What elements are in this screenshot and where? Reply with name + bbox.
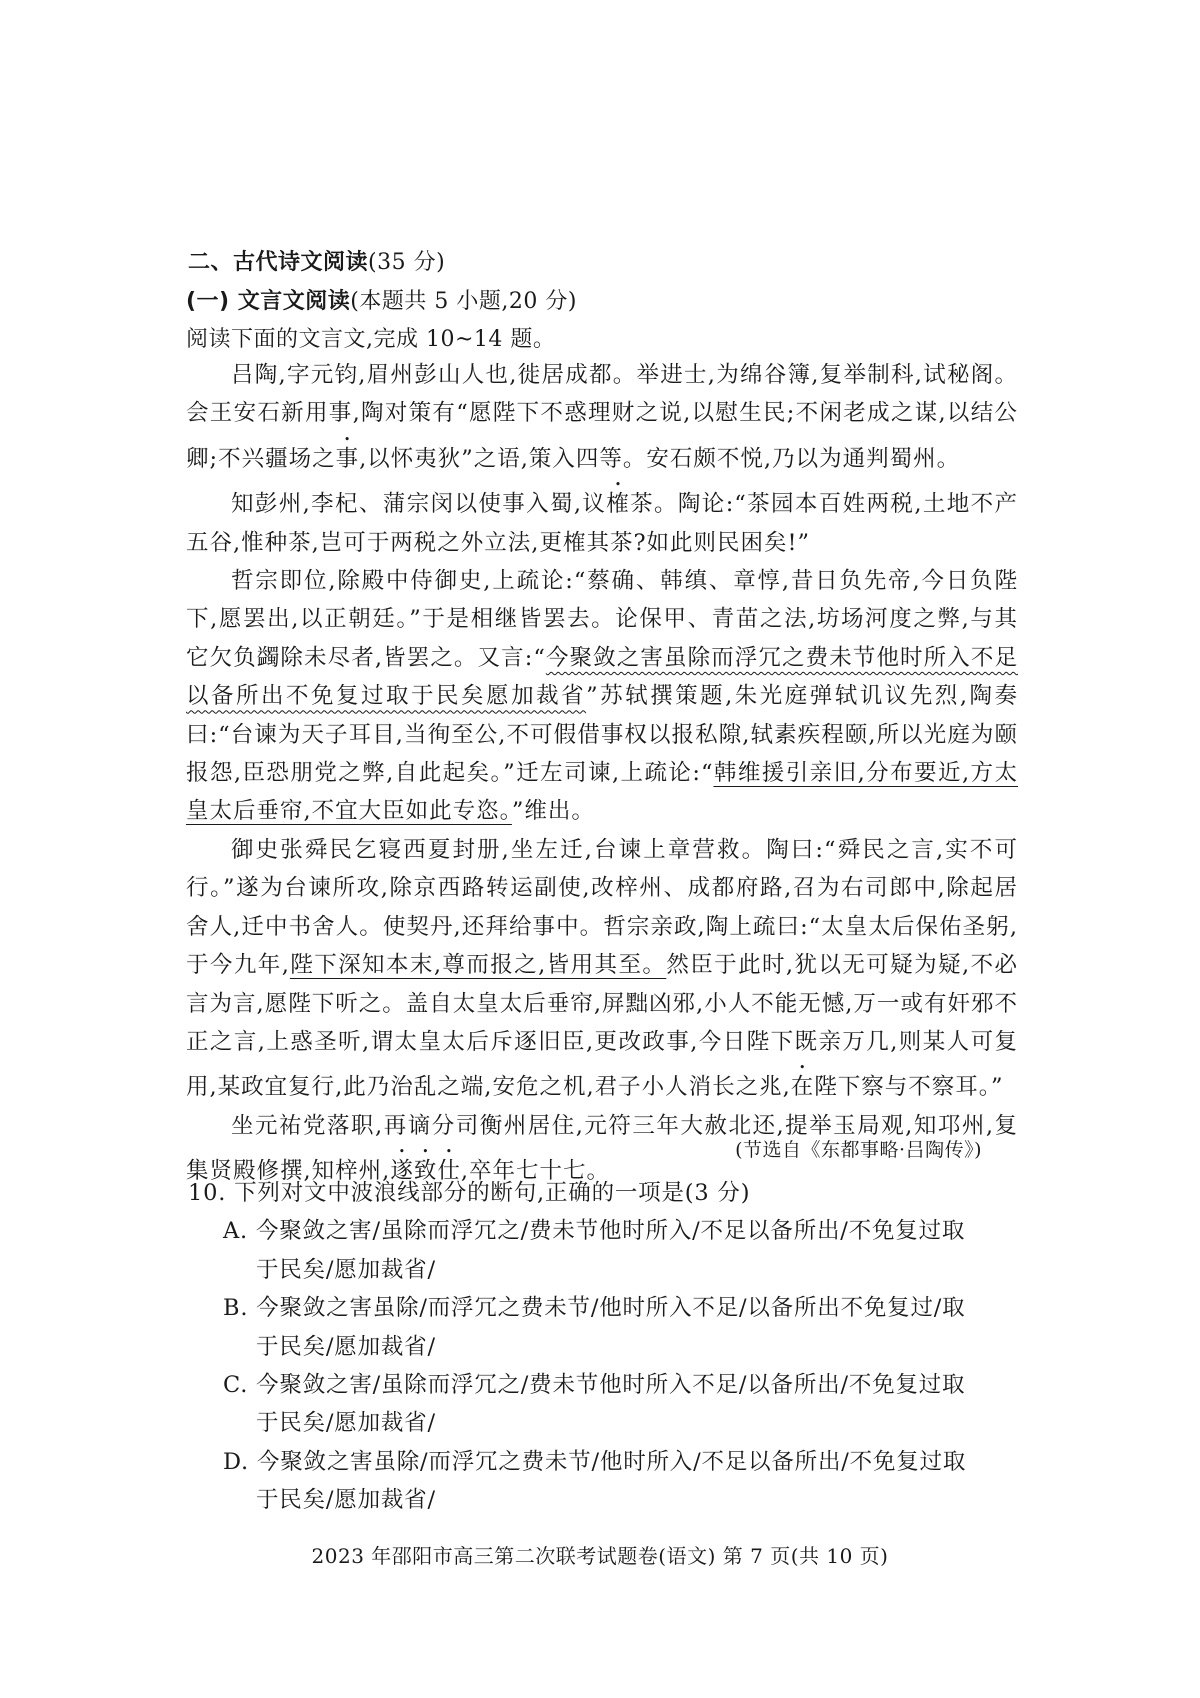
section-score: (35 分): [368, 250, 446, 275]
option-text: C. 今聚敛之害/虽除而浮冗之/费未节他时所入不足/以备所出/不免复过取: [223, 1372, 966, 1399]
underlined-sentence: 韩维援引亲旧,分布要近,方太皇太后垂帘,不宜大臣如此专恣。: [186, 760, 1018, 825]
passage-text: 坐元祐党落职,再谪分司衡州居住,元符三年大赦北还,提举玉局观,知邛州,复集贤殿修撰,知梓州,: [186, 1112, 1018, 1185]
passage-text: ,以怀夷狄”之语,策入四等。安石颇不悦,乃以为通判蜀州。: [359, 445, 961, 472]
passage-text: 然臣于此时,犹以无可疑为疑,不必言为言,愿陛下听之。盖自太皇太后垂帘,屏黜凶邪,小人不能无憾,万一或有奸邪不正之言,上惑圣听,谓太皇太后斥逐旧臣,更改政事,今日陛下既亲万几,则某人可复用,某政宜复行,此乃治乱之端,安危之机,君子小人消长之兆,: [186, 952, 1018, 1101]
wavy-underlined-sentence: 今聚敛之害虽除而浮冗之费未节他时所入不足以备所出不免复过取于民矣愿加裁省: [186, 644, 1018, 710]
passage-text: 知彭州,李杞、蒲宗闵以使事入蜀,议: [231, 491, 607, 518]
passage-text: 陛下察与不察耳。”: [814, 1074, 1004, 1101]
passage-text: ”苏轼撰策题,朱光庭弹轼讥议先烈,陶奏曰:“台谏为天子耳目,当徇至公,不可假借事权以报私隙,轼素疾程颐,所以光庭为颐报怨,臣恐朋党之弊,自此起矣。”迁左司谏,上疏论:“: [186, 683, 1018, 787]
passage-paragraph-4: [186, 831, 1018, 1107]
passage-paragraph-3: [186, 562, 1018, 831]
option-d[interactable]: [188, 1443, 1028, 1520]
dotted-word: 在: [790, 1074, 815, 1101]
passage-text: 吕陶,字元钧,眉州彭山人也,徙居成都。举进士,为绵谷簿,复举制科,试秘阁。会王安石新用事,陶对策有“愿陛下不惑理财之说,以慰生民;不闲老成之谋,以结公卿;不兴疆场之: [186, 362, 1018, 472]
classical-passage: [186, 356, 1018, 1191]
option-text: A. 今聚敛之害/虽除而浮冗之/费未节他时所入/不足以备所出/不免复过取: [223, 1218, 966, 1245]
subsection-title: [186, 284, 577, 315]
reading-instruction: 阅读下面的文言文,完成 10~14 题。: [186, 327, 556, 352]
option-text-cont: 于民矣/愿加裁省/: [256, 1256, 436, 1283]
passage-text: 哲宗即位,除殿中侍御史,上疏论:“蔡确、韩缜、章惇,昔日负先帝,今日负陛下,愿罢出,以正朝廷。”于是相继皆罢去。论保甲、青苗之法,坊场河度之弊,与其它欠负蠲除未尽者,皆罢之。又言:“: [186, 568, 1018, 671]
passage-text: ,卒年七十七。: [460, 1158, 610, 1185]
dotted-word: 遂致仕: [390, 1158, 461, 1185]
page-footer: 2023 年邵阳市高三第二次联考试题卷(语文) 第 7 页(共 10 页): [311, 1544, 889, 1568]
passage-paragraph-1: [186, 356, 1018, 478]
question-10: [188, 1174, 1028, 1520]
subsection-title-text: (一) 文言文阅读: [186, 289, 351, 314]
section-title-text: 二、古代诗文阅读: [188, 250, 369, 275]
option-b[interactable]: [188, 1289, 1028, 1366]
option-text-cont: 于民矣/愿加裁省/: [256, 1410, 436, 1437]
section-title: [188, 245, 445, 276]
dotted-word: 榷: [606, 491, 631, 518]
option-text: D. 今聚敛之害虽除/而浮冗之费未节/他时所入/不足以备所出/不免复过取: [223, 1448, 967, 1475]
passage-source: (节选自《东都事略·吕陶传》): [735, 1139, 982, 1161]
option-text: B. 今聚敛之害虽除/而浮冗之费未节/他时所入不足/以备所出不免复过/取: [223, 1295, 966, 1322]
question-stem: 10. 下列对文中波浪线部分的断句,正确的一项是(3 分): [188, 1180, 751, 1206]
option-text-cont: 于民矣/愿加裁省/: [256, 1487, 436, 1514]
subsection-note: (本题共 5 小题,20 分): [350, 289, 577, 314]
underlined-sentence: 陛下深知本末,尊而报之,皆用其至。: [289, 952, 667, 979]
passage-paragraph-2: [186, 478, 1018, 562]
dotted-word: 事: [335, 445, 360, 472]
passage-text: 御史张舜民乞寝西夏封册,坐左迁,台谏上章营救。陶曰:“舜民之言,实不可行。”遂为台谏所攻,除京西路转运副使,改梓州、成都府路,召为右司郎中,除起居舍人,迁中书舍人。使契丹,还拜给事中。哲宗亲政,陶上疏曰:“太皇太后保佑圣躬,于今九年,: [186, 836, 1018, 979]
option-a[interactable]: [188, 1212, 1028, 1289]
passage-text: 茶。陶论:“茶园本百姓两税,土地不产五谷,惟种茶,岂可于两税之外立法,更榷其茶?如此则民困矣!”: [186, 491, 1018, 556]
option-c[interactable]: [188, 1366, 1028, 1443]
option-text-cont: 于民矣/愿加裁省/: [256, 1333, 436, 1360]
passage-text: ”维出。: [511, 798, 595, 825]
